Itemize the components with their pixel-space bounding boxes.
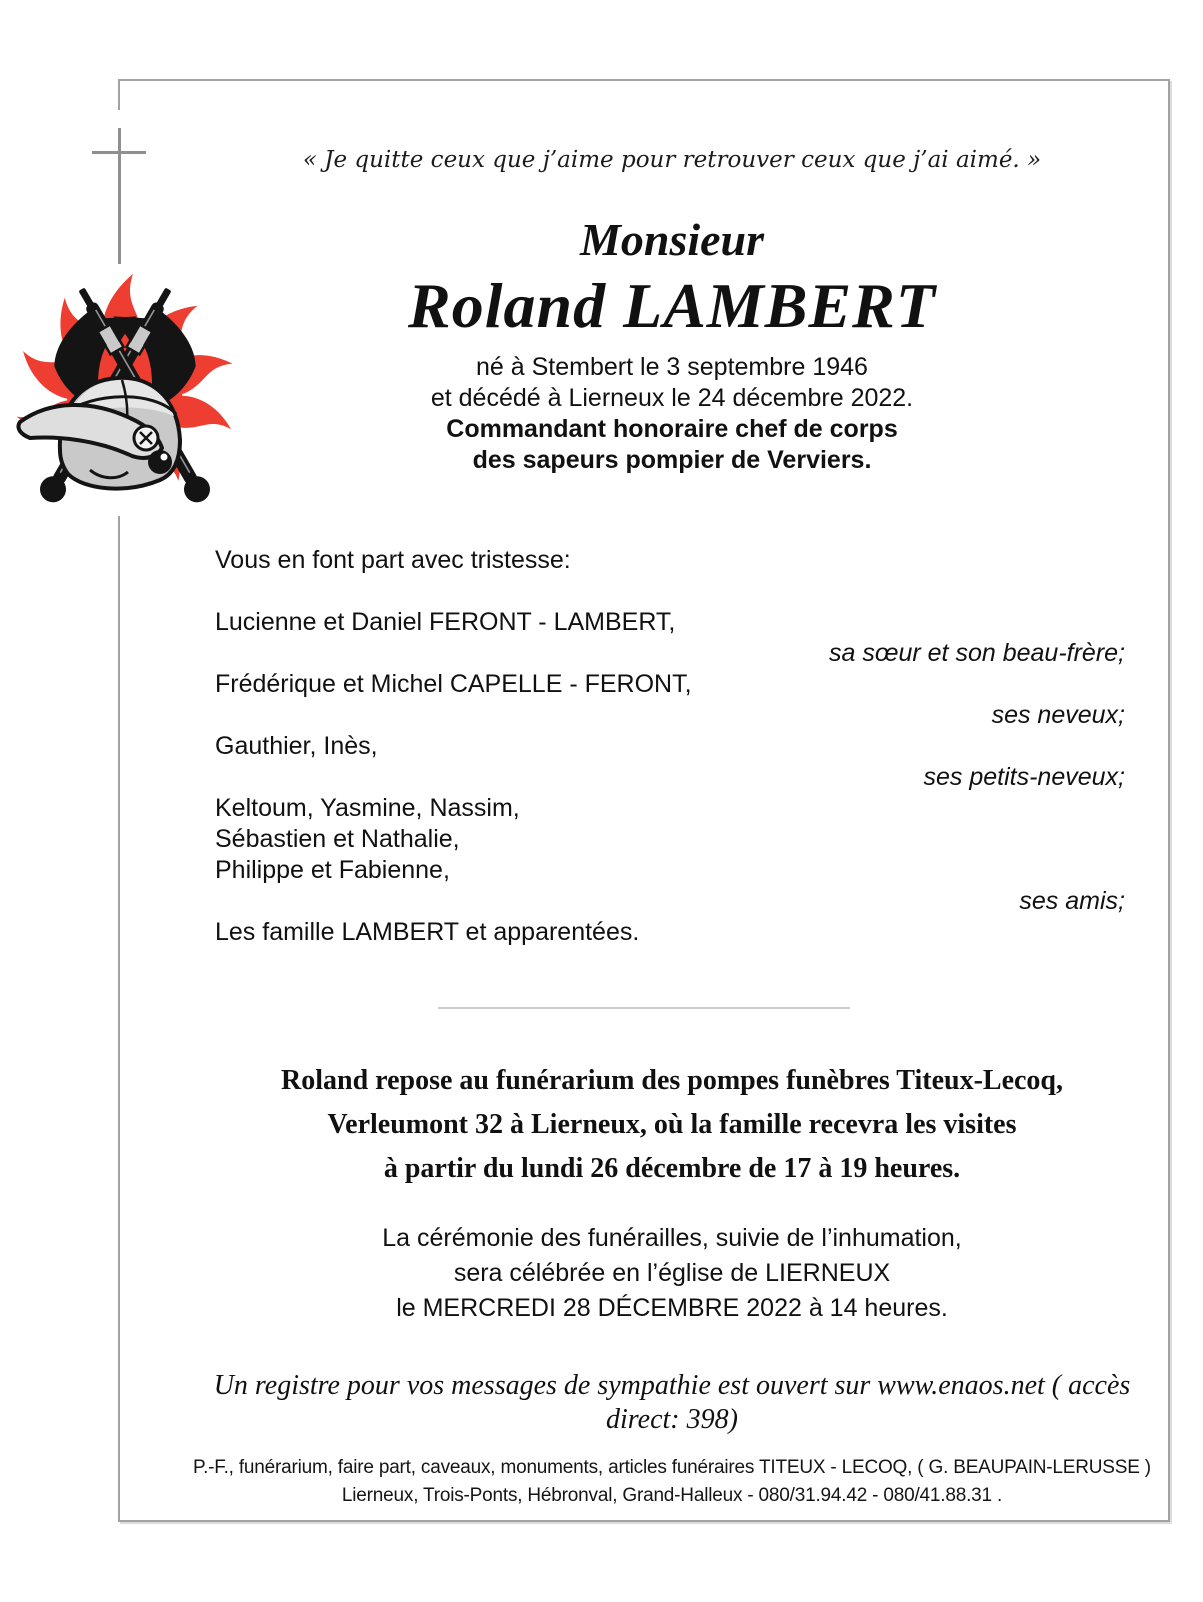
- footer: [176, 1454, 1168, 1510]
- frame-border-gap: [115, 110, 125, 129]
- family-name-line: Sébastien et Nathalie,: [215, 825, 460, 853]
- section-divider: [438, 1007, 850, 1009]
- deceased-name: Roland LAMBERT: [408, 270, 936, 341]
- death-line: et décédé à Lierneux le 24 décembre 2022.: [430, 384, 914, 412]
- civility-title: Monsieur: [579, 214, 765, 265]
- family-name-line: Lucienne et Daniel FERONT - LAMBERT,: [215, 608, 676, 636]
- family-relation-line: ses amis;: [1019, 887, 1125, 915]
- spacer: [215, 576, 1125, 607]
- family-name-line: Keltoum, Yasmine, Nassim,: [215, 794, 520, 822]
- ceremony-line-2: sera célébrée en l’église de LIERNEUX: [453, 1259, 891, 1287]
- honor-line-2: des sapeurs pompier de Verviers.: [472, 446, 872, 474]
- family-announcement: [215, 545, 1125, 948]
- family-name-line: Les famille LAMBERT et apparentées.: [215, 918, 640, 946]
- birth-line: né à Stembert le 3 septembre 1946: [476, 353, 868, 381]
- visitation-line-3: à partir du lundi 26 décembre de 17 à 19 heures.: [383, 1153, 961, 1184]
- family-name-line: Frédérique et Michel CAPELLE - FERONT,: [215, 670, 692, 698]
- visitation-paragraph: [176, 1059, 1168, 1191]
- visitation-line-2: Verleumont 32 à Lierneux, où la famille recevra les visites: [327, 1109, 1017, 1140]
- visitation-line-1: Roland repose au funérarium des pompes funèbres Titeux-Lecoq,: [281, 1065, 1063, 1096]
- honor-line-1: Commandant honoraire chef de corps: [446, 415, 898, 443]
- vitals-block: [176, 352, 1168, 476]
- family-relation-line: sa sœur et son beau-frère;: [829, 639, 1125, 667]
- family-name-line: Philippe et Fabienne,: [215, 856, 450, 884]
- footer-line-2: Lierneux, Trois-Ponts, Hébronval, Grand-Halleux - 080/31.94.42 - 080/41.88.31 .: [341, 1485, 1003, 1506]
- cross-horizontal-bar: [92, 151, 146, 154]
- register-line: Un registre pour vos messages de sympathie est ouvert sur www.enaos.net ( accès direct: 398): [213, 1370, 1131, 1435]
- ceremony-paragraph: [176, 1221, 1168, 1326]
- ceremony-line-3: le MERCREDI 28 DÉCEMBRE 2022 à 14 heures.: [396, 1294, 948, 1322]
- announcement-intro: Vous en font part avec tristesse:: [215, 546, 571, 574]
- cross-vertical-bar: [118, 128, 121, 272]
- family-relation-line: ses petits-neveux;: [923, 763, 1125, 791]
- family-relation-line: ses neveux;: [991, 701, 1125, 729]
- family-name-line: Gauthier, Inès,: [215, 732, 378, 760]
- ceremony-line-1: La cérémonie des funérailles, suivie de l’inhumation,: [382, 1224, 962, 1252]
- quote-line: « Je quitte ceux que j’aime pour retrouver ceux que j’ai aimé. »: [302, 147, 1042, 173]
- footer-line-1: P.-F., funérarium, faire part, caveaux, monuments, articles funéraires TITEUX - LECOQ, ( G. BEAUPAIN-LERUSSE ): [193, 1457, 1151, 1478]
